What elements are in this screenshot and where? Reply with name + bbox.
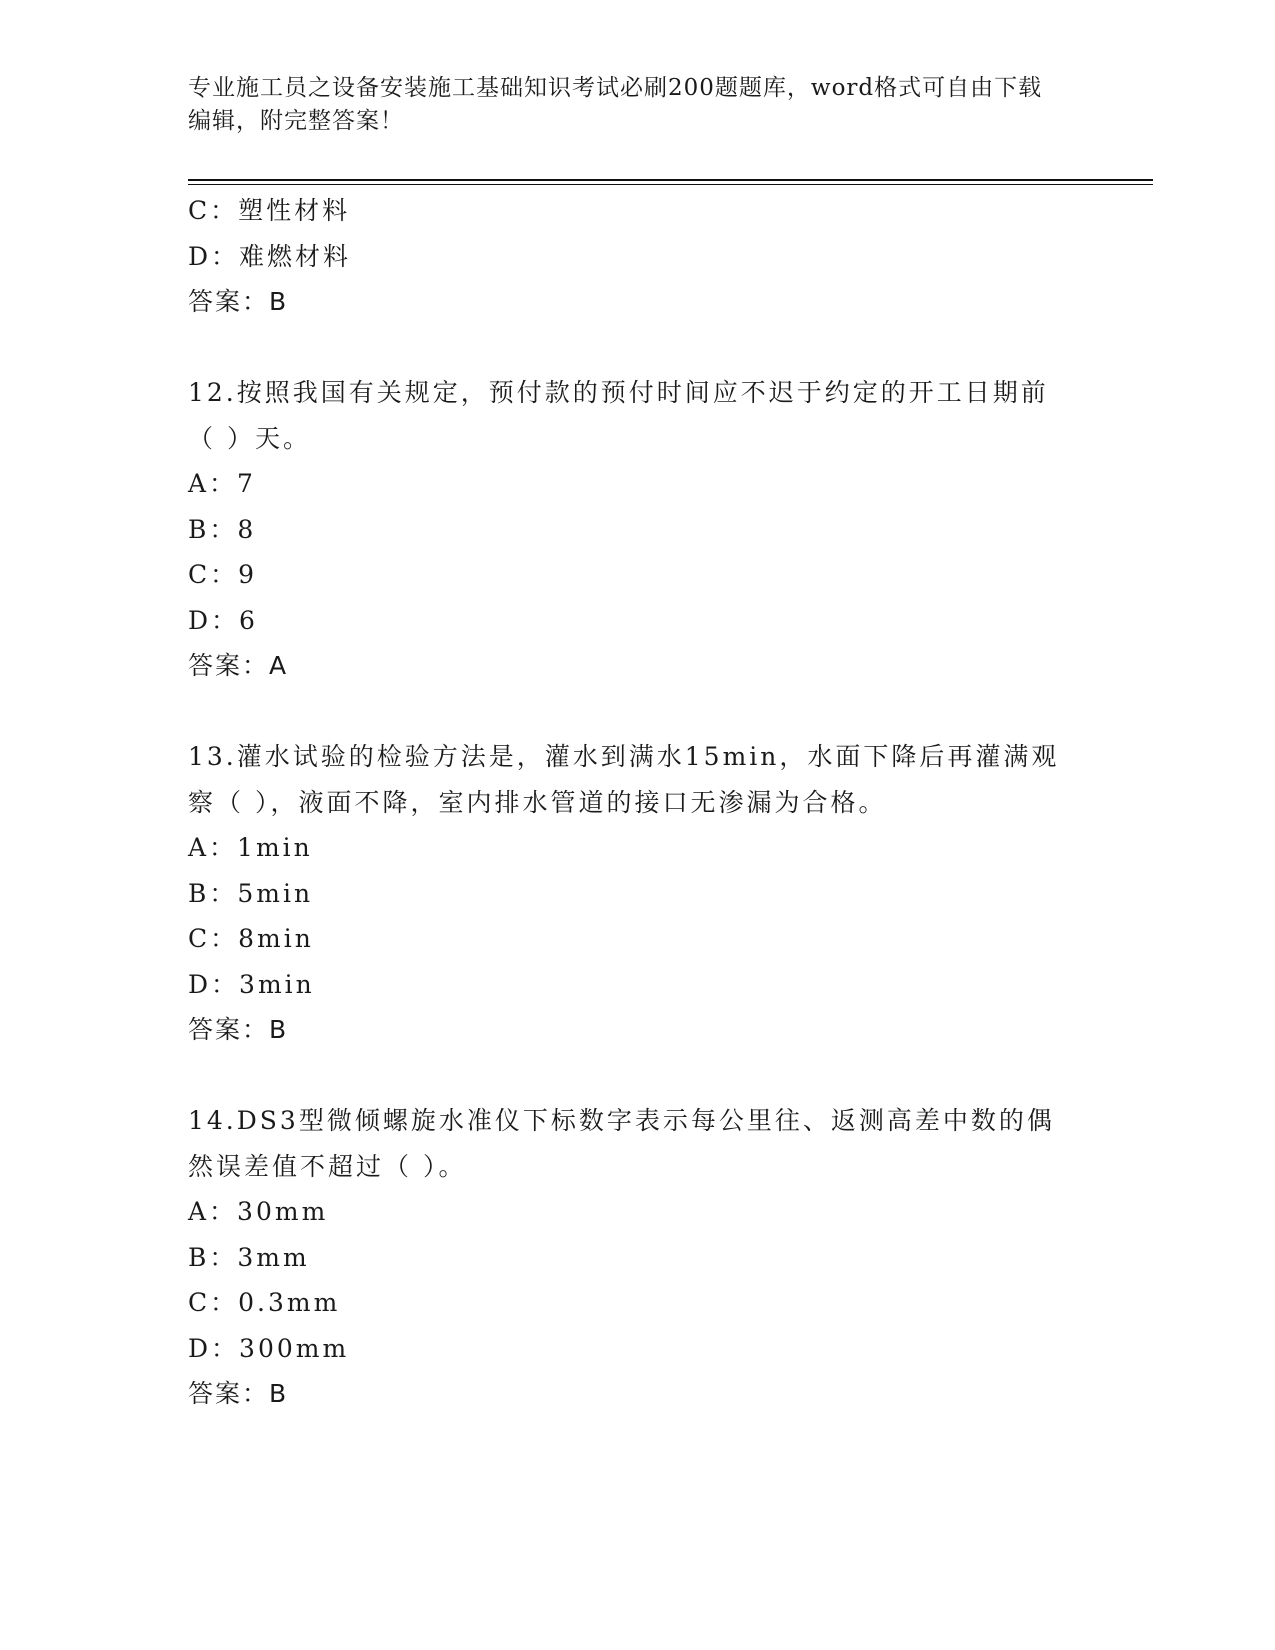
question-stem-line-2: 察（ ），液面不降，室内排水管道的接口无渗漏为合格。 (188, 787, 887, 817)
option-d: D：300mm (188, 1333, 350, 1363)
question-13 (188, 734, 1088, 1053)
option-d: D：6 (188, 605, 258, 635)
question-14 (188, 1098, 1088, 1417)
question-stem-line-1: 13.灌水试验的检验方法是，灌水到满水15min，水面下降后再灌满观 (188, 742, 1060, 771)
question-stem-line-1: 14.DS3型微倾螺旋水准仪下标数字表示每公里往、返测高差中数的偶 (188, 1106, 1055, 1135)
document-header (188, 72, 1088, 138)
spacer (188, 325, 1088, 371)
option-a: A：1min (188, 833, 313, 862)
header-rule-thick (188, 179, 1153, 181)
spacer (188, 1053, 1088, 1099)
spacer (188, 689, 1088, 735)
option-c: C：0.3mm (188, 1288, 341, 1317)
previous-question-tail (188, 188, 1088, 325)
option-d: D：难燃材料 (188, 241, 352, 271)
question-list (188, 188, 1088, 1417)
option-b: B：8 (188, 514, 257, 544)
question-stem-line-1: 12.按照我国有关规定，预付款的预付时间应不迟于约定的开工日期前 (188, 378, 1049, 407)
answer-line: 答案：B (188, 287, 289, 316)
option-c: C：8min (188, 924, 314, 953)
option-a: A：7 (188, 469, 256, 498)
header-line-2: 编辑，附完整答案！ (188, 108, 404, 134)
option-a: A：30mm (188, 1197, 329, 1226)
answer-line: 答案：A (188, 651, 289, 680)
option-b: B：5min (188, 878, 314, 908)
question-stem-line-2: （ ）天。 (188, 423, 311, 453)
question-12 (188, 370, 1088, 689)
header-rule-thin (188, 184, 1153, 185)
option-c: C：塑性材料 (188, 196, 351, 225)
option-c: C：9 (188, 560, 258, 589)
header-line-1: 专业施工员之设备安装施工基础知识考试必刷200题题库，word格式可自由下载 (188, 75, 1043, 101)
answer-line: 答案：B (188, 1379, 289, 1408)
question-stem-line-2: 然误差值不超过（ ）。 (188, 1151, 467, 1181)
answer-line: 答案：B (188, 1015, 289, 1044)
option-d: D：3min (188, 969, 315, 999)
option-b: B：3mm (188, 1242, 310, 1272)
